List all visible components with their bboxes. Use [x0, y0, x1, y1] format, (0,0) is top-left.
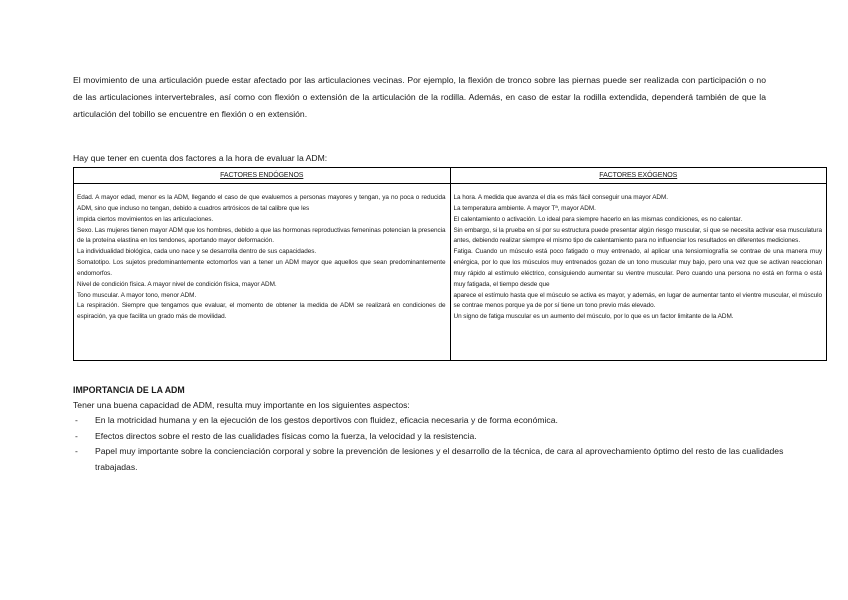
bullet-dash: -	[75, 430, 78, 441]
intro-paragraph: El movimiento de una articulación puede estar afectado por las articulaciones vecinas. Por ejemplo, la flexión de tronco sobre las piernas puede ser realizada con participación o no de las articulaciones intervertebrales, así como con flexión o extensión de la articulación de la rodilla. Además, en caso de estar la rodilla extendida, dependerá también de que la articulación del tobillo se encuentre en flexión o en extensión.	[73, 75, 766, 119]
endogenous-item: impida ciertos movimientos en las articulaciones.	[77, 215, 214, 223]
endogenous-item: Somatotipo. Los sujetos predominantemente ectomorfos van a tener un ADM mayor que aquellos que sean predominantemente endomorfos.	[77, 259, 446, 277]
exogenous-item: La temperatura ambiente. A mayor Tª, mayor ADM.	[453, 204, 596, 212]
endogenous-item: Sexo. Las mujeres tienen mayor ADM que los hombres, debido a que las hormonas reproductivas femeninas potencian la presencia de la proteína elastina en los tendones, aportando mayor deformación.	[77, 226, 446, 245]
importance-list-item	[73, 444, 793, 475]
endogenous-item: Tono muscular. A mayor tono, menor ADM.	[77, 291, 197, 299]
exogenous-item: La hora. A medida que avanza el día es más fácil conseguir una mayor ADM.	[453, 194, 668, 201]
endogenous-item: La respiración. Siempre que tengamos que evaluar, el momento de obtener la medida de ADM se realizará en condiciones de espiración, ya que facilita un grado más de movilidad.	[77, 302, 446, 321]
importance-list	[73, 413, 793, 475]
exogenous-item: Un signo de fatiga muscular es un aumento del músculo, por lo que es un factor limitante de la ADM.	[453, 313, 734, 321]
exogenous-item: aparece el estímulo hasta que el músculo se activa es mayor, y además, en lugar de aumentar tanto el vientre muscular, el músculo se contrae menos porque ya de por sí tiene un tono previo más elevado.	[453, 291, 822, 310]
endogenous-item: Nivel de condición física. A mayor nivel de condición física, mayor ADM.	[77, 280, 277, 288]
factors-intro: Hay que tener en cuenta dos factores a la hora de evaluar la ADM:	[73, 153, 328, 163]
header-exogenous: FACTORES EXÓGENOS	[450, 168, 827, 184]
endogenous-text	[74, 184, 450, 323]
endogenous-item: Edad. A mayor edad, menor es la ADM, llegando el caso de que evaluemos a personas mayores y tengan, ya no poca o reducida ADM, sino que incluso no tengan, debido a cuadros artrósicos de tal calibre que les	[77, 194, 446, 212]
factors-header-row	[74, 168, 827, 184]
endogenous-cell	[74, 184, 451, 361]
exogenous-item: Sin embargo, si la prueba en sí por su estructura puede presentar algún riesgo muscular, sí que se necesita activar esa musculatura antes, debiendo realizar siempre el mismo tipo de calentamiento para no influenciar los resultados en diferentes mediciones.	[453, 226, 822, 245]
exogenous-cell	[450, 184, 827, 361]
exogenous-item: El calentamiento o activación. Lo ideal para siempre hacerlo en las mismas condiciones, es no calentar.	[453, 215, 743, 223]
endogenous-item: La individualidad biológica, cada uno nace y se desarrolla dentro de sus capacidades.	[77, 248, 317, 256]
importance-list-item	[73, 429, 793, 445]
bullet-dash: -	[75, 446, 78, 456]
importance-item-text: Efectos directos sobre el resto de las cualidades físicas como la fuerza, la velocidad y la resistencia.	[95, 430, 477, 441]
importance-item-text: Papel muy importante sobre la concienciación corporal y sobre la prevención de lesiones y el desarrollo de la técnica, de cara al aprovechamiento óptimo del resto de las cualidades trabajadas.	[95, 446, 784, 472]
importance-intro: Tener una buena capacidad de ADM, resulta muy importante en los siguientes aspectos:	[73, 400, 410, 410]
bullet-dash: -	[75, 415, 78, 425]
importance-list-item	[73, 413, 793, 429]
header-endogenous: FACTORES ENDÓGENOS	[74, 168, 451, 184]
factors-table	[73, 167, 827, 361]
factors-body-row	[74, 184, 827, 361]
exogenous-item: Fatiga. Cuando un músculo está poco fatigado o muy entrenado, al aplicar una tensiomiografía se contrae de una manera muy enérgica, por lo que los músculos muy entrenados gozan de un tono muscular muy bajo, pero una vez que se activan reaccionan muy rápido al estímulo eléctrico, consiguiendo aumentar su vientre muscular. Pero cuando una persona no está en forma o está muy fatigada, el tiempo desde que	[453, 248, 822, 288]
importance-item-text: En la motricidad humana y en la ejecución de los gestos deportivos con fluidez, eficacia necesaria y de forma económica.	[95, 415, 558, 425]
exogenous-text	[451, 184, 827, 323]
importance-title: IMPORTANCIA DE LA ADM	[73, 385, 185, 395]
